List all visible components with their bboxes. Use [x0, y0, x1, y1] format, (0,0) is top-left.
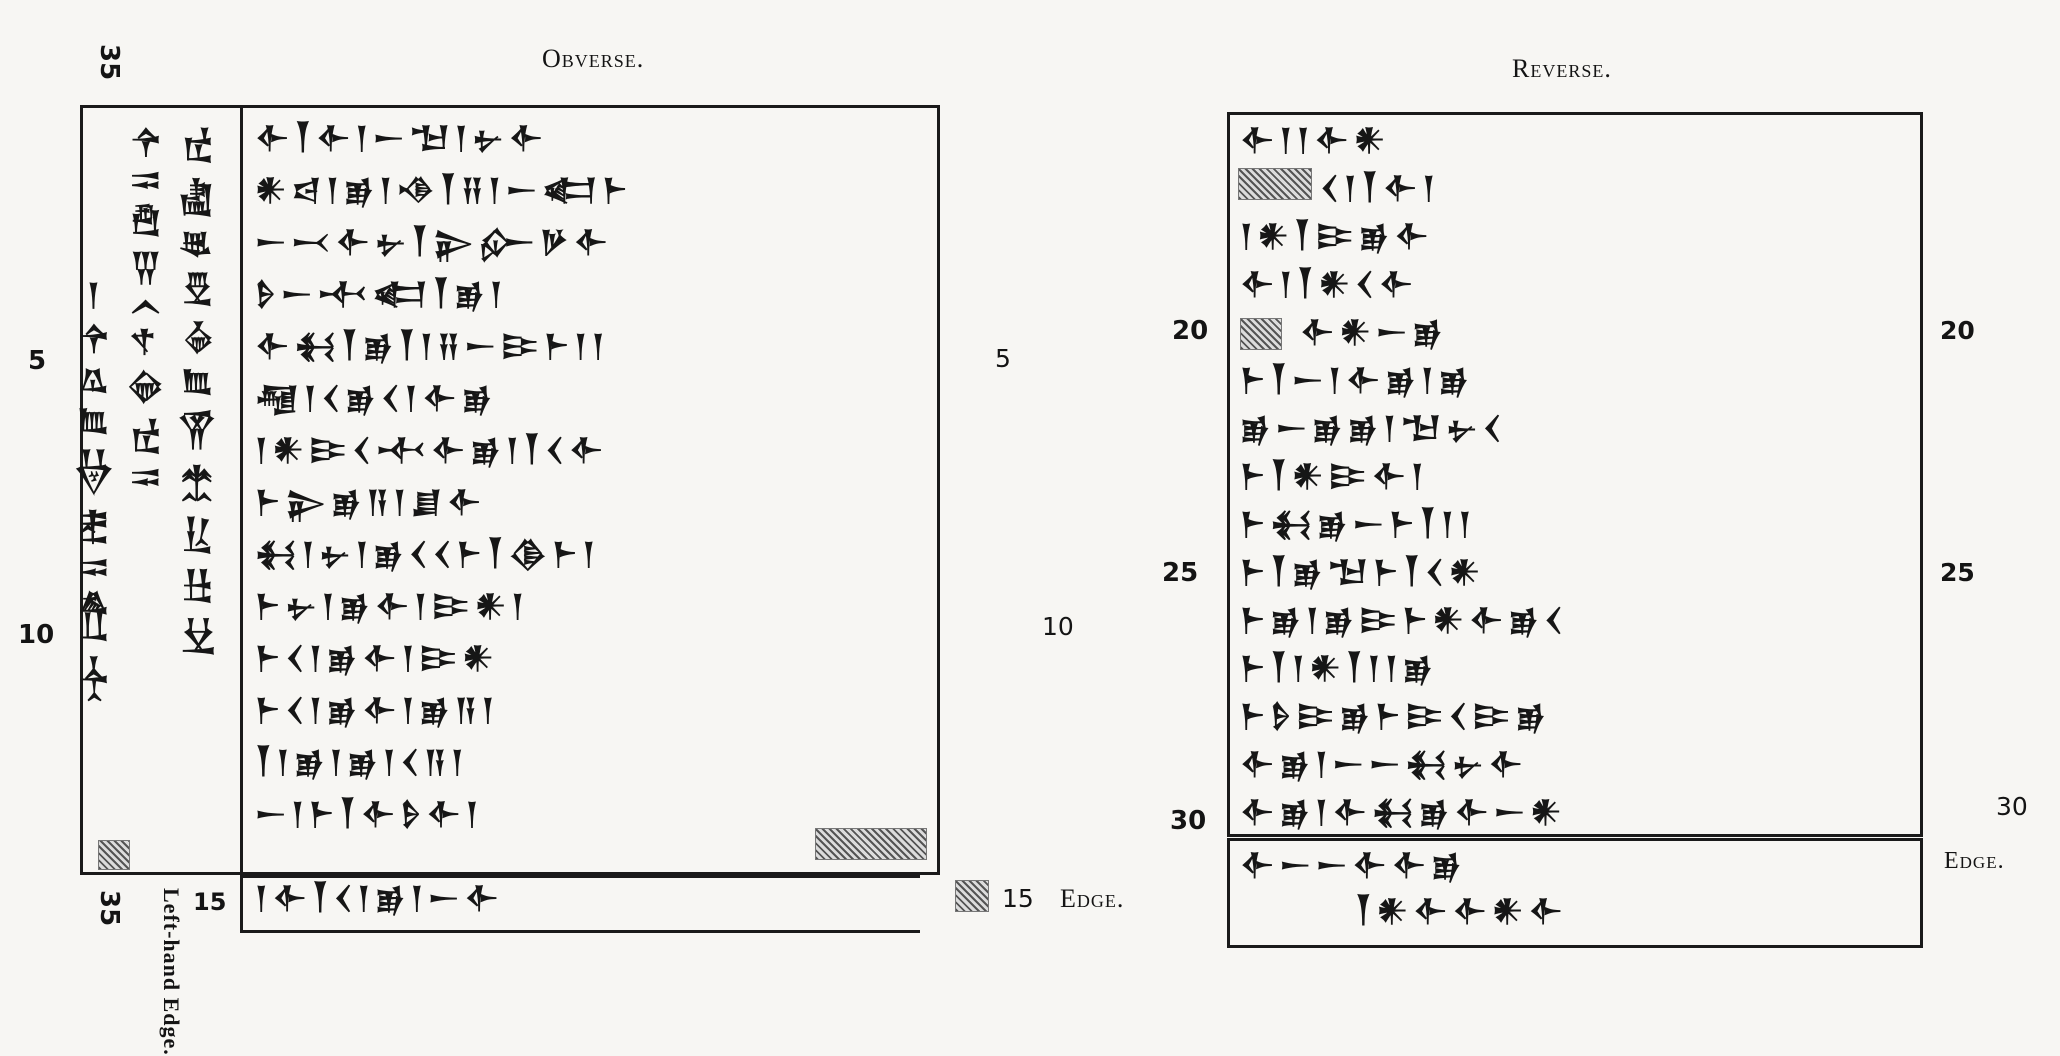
left-edge-column-middle: 𒅆𒀀𒊏𒄿𒌋𒉡𒆠𒈠𒀀	[128, 125, 163, 499]
reverse-line-10: 𒈨𒐕𒂊𒈠𒈨𒐕𒌋𒀭	[1240, 555, 1486, 590]
reverse-left-number-20: 20	[1172, 316, 1209, 346]
obverse-line-number-15: 15	[1002, 884, 1034, 913]
obverse-line-11: 𒈨𒌋𒁹𒂊𒅆𒁹𒄿𒀭	[255, 641, 499, 676]
reverse-line-14: 𒅆𒂊𒁹𒀸𒀸𒈬𒉡𒅆	[1240, 747, 1528, 782]
reverse-edge-text	[1240, 845, 1920, 945]
obverse-text-block	[255, 118, 1055, 938]
obverse-line-8: 𒈨𒉌𒂊𒀀𒁹𒋗𒅆	[255, 485, 487, 520]
obverse-line-7: 𒁹𒀭𒄿𒌋𒋾𒅆𒂊𒁹𒐕𒌋𒅆	[255, 433, 609, 468]
reverse-line-13: 𒈨𒊩𒄿𒂊𒈨𒄿𒌋𒄿𒂊	[1240, 699, 1552, 734]
left-edge-line-15: 15	[193, 888, 227, 916]
reverse-line-4: 𒅆𒁹𒐕𒀭𒌋𒅆	[1240, 267, 1419, 302]
obverse-line-5: 𒅆𒈬𒐕𒂊𒐕𒁹𒍝𒀸𒄿𒈨𒁹𒁹	[255, 329, 610, 364]
obverse-outer-number-10: 10	[18, 620, 55, 650]
obverse-line-4: 𒊩𒀸𒋾𒅗𒐕𒂊𒁹	[255, 277, 508, 312]
reverse-right-number-30: 30	[1996, 792, 2028, 821]
reverse-line-6: 𒈨𒐕𒀸𒁹𒅆𒂊𒁹𒂊	[1240, 363, 1475, 398]
obverse-edge-divider	[240, 105, 243, 930]
obverse-line-12: 𒈨𒌋𒁹𒂊𒅆𒁹𒂊𒀀𒁹	[255, 693, 500, 728]
obverse-line-10: 𒈨𒉡𒁹𒂊𒅆𒁹𒄿𒀭𒁹	[255, 589, 529, 624]
obverse-line-6: 𒆷𒁹𒌋𒂊𒌋𒁹𒅆𒂊	[255, 381, 498, 416]
reverse-text-block	[1240, 120, 2060, 840]
obverse-line-14-damage	[815, 828, 927, 860]
reverse-edge-line-1: 𒅆𒀸𒀸𒅆𒅆𒂊	[1240, 848, 1467, 883]
reverse-edge-label: Edge.	[1944, 848, 2005, 874]
left-edge-column-inner: 𒈠𒆷𒂊𒊭𒈾𒋗𒌉𒈬𒁺𒄥𒋫	[180, 125, 215, 668]
reverse-line-5: 𒅆𒀭𒀸𒂊	[1300, 315, 1448, 350]
obverse-outer-number-5: 5	[28, 346, 47, 376]
obverse-line-15: 𒁹𒅆𒐕𒌋𒁹𒂊𒁹𒀸𒅆	[255, 881, 504, 916]
reverse-right-number-20: 20	[1940, 316, 1975, 345]
reverse-line-2: 𒌋𒁹𒐕𒅆𒁹	[1320, 171, 1440, 206]
reverse-line-3: 𒁹𒀭𒐕𒄿𒂊𒅆	[1240, 219, 1434, 254]
obverse-line-14: 𒀸𒁹𒈨𒐕𒅆𒊩𒅆𒁹	[255, 797, 484, 832]
reverse-line-2-damage	[1238, 168, 1312, 200]
reverse-line-5-damage	[1240, 318, 1282, 350]
reverse-line-7: 𒂊𒀸𒂊𒂊𒁹𒈠𒉡𒌋	[1240, 411, 1507, 446]
reverse-edge-line-2: 𒐕𒀭𒅆𒅆𒀭𒅆	[1355, 894, 1568, 929]
reverse-line-8: 𒈨𒐕𒀭𒄿𒅆𒁹	[1240, 459, 1429, 494]
left-edge-number-bottom: 35	[94, 890, 124, 927]
obverse-line-9: 𒈬𒁹𒉡𒁹𒂊𒌋𒌋𒈨𒐕𒆠𒈨𒁹	[255, 537, 600, 572]
obverse-line-13: 𒐕𒁹𒂊𒁹𒂊𒁹𒌋𒀀𒁹	[255, 745, 469, 780]
obverse-edge-label: Edge.	[1060, 884, 1125, 913]
reverse-heading: Reverse.	[1512, 54, 1612, 83]
left-edge-damage	[98, 840, 130, 870]
obverse-line-1: 𒅆𒐕𒅆𒁹𒀸𒈠𒁹𒉡𒅆	[255, 121, 549, 156]
reverse-right-number-25: 25	[1940, 558, 1975, 587]
left-edge-number-top: 35	[94, 44, 124, 81]
reverse-line-1: 𒅆𒁹𒁹𒅆𒀭	[1240, 123, 1391, 158]
reverse-left-number-25: 25	[1162, 558, 1199, 588]
obverse-heading: Obverse.	[542, 44, 645, 73]
reverse-line-9: 𒈨𒈬𒂊𒀸𒈨𒐕𒁹𒁹	[1240, 507, 1477, 542]
obverse-line-number-10: 10	[1042, 612, 1074, 641]
reverse-left-number-30: 30	[1170, 806, 1207, 836]
reverse-line-15: 𒅆𒂊𒁹𒅆𒈬𒂊𒅆𒀸𒀭	[1240, 795, 1567, 830]
left-edge-label: Left-hand Edge.	[159, 888, 184, 1056]
reverse-line-12: 𒈨𒐕𒁹𒀭𒐕𒁹𒁹𒂊	[1240, 651, 1439, 686]
reverse-line-11: 𒈨𒂊𒁹𒂊𒄿𒈨𒀭𒅆𒂊𒌋	[1240, 603, 1568, 638]
obverse-line-3: 𒀸𒁁𒅆𒉡𒐕𒉌𒅎𒃻𒅆	[255, 225, 614, 260]
obverse-line-2: 𒀭𒁀𒁹𒂊𒁹𒈾𒐕𒍝𒁹𒀸𒅗𒈨	[255, 173, 633, 208]
obverse-line-15-damage	[955, 880, 989, 912]
left-edge-column-outer: 𒀸𒅆𒁀𒋗𒄠𒊑𒀀𒅗𒋾	[76, 280, 111, 714]
obverse-line-number-5: 5	[995, 344, 1011, 373]
